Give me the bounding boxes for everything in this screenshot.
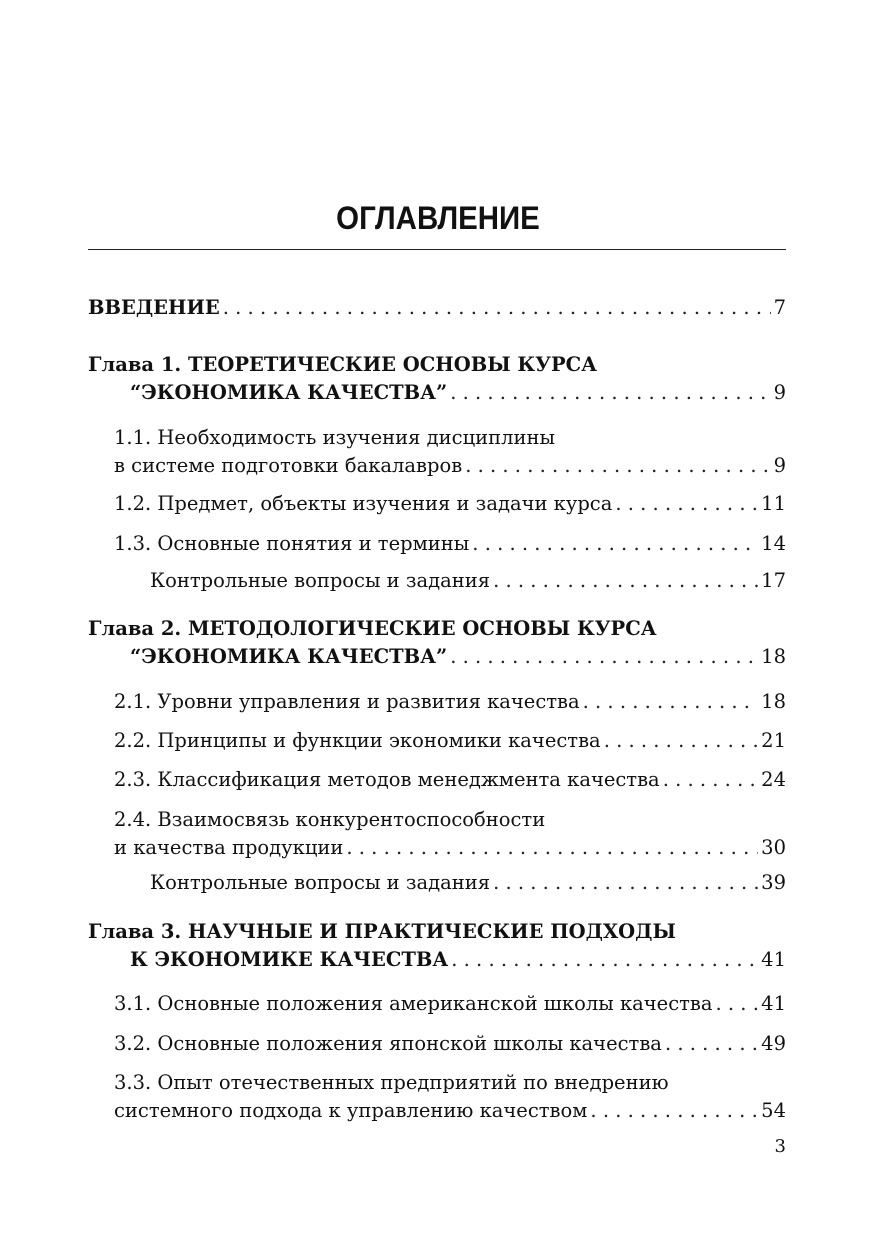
toc-entry-section-2-4[interactable] [88, 806, 786, 862]
toc-page-number: 41 [761, 948, 786, 971]
toc-page-number: 18 [761, 645, 786, 668]
toc-page-number: 9 [773, 381, 786, 404]
dot-leader [450, 643, 758, 671]
toc-entry-title-cont: в системе подготовки бакалавров [114, 454, 463, 477]
toc-entry-questions-1[interactable] [88, 567, 786, 595]
toc-page-number: 18 [761, 690, 786, 713]
dot-leader [472, 530, 758, 558]
toc-page-number: 21 [761, 729, 786, 752]
toc-entry-section-1-1[interactable] [88, 424, 786, 480]
toc-page-number: 54 [761, 1099, 786, 1122]
toc-entry-title-cont: “ЭКОНОМИКА КАЧЕСТВА” [130, 645, 448, 668]
toc-page-number: 24 [761, 768, 786, 791]
toc-entry-title-cont: и качества продукции [114, 836, 344, 859]
toc-entry-title: 2.2. Принципы и функции экономики качества [114, 729, 601, 752]
toc-entry-chapter-3[interactable] [88, 918, 786, 974]
toc-entry-section-1-2[interactable] [88, 490, 786, 518]
toc-page-number: 41 [761, 992, 786, 1015]
toc-entry-title: Контрольные вопросы и задания [150, 871, 491, 894]
toc-entry-title: 2.4. Взаимосвязь конкурентоспособности [114, 808, 546, 831]
page-number: 3 [774, 1136, 786, 1157]
dot-leader [583, 688, 759, 716]
page-title: ОГЛАВЛЕНИЕ [336, 200, 540, 236]
toc-entry-section-1-3[interactable] [88, 530, 786, 558]
toc-page-number: 30 [761, 836, 786, 859]
toc-entry-title: Глава 1. ТЕОРЕТИЧЕСКИЕ ОСНОВЫ КУРСА [88, 353, 598, 376]
toc-page-number: 7 [773, 296, 786, 319]
toc-entry-title-cont: К ЭКОНОМИКЕ КАЧЕСТВА [130, 948, 449, 971]
toc-entry-title: 3.1. Основные положения американской школы качества [114, 992, 713, 1015]
dot-leader [223, 294, 771, 322]
toc-entry-chapter-2[interactable] [88, 615, 786, 671]
toc-entry-title: 2.3. Классификация методов менеджмента качества [114, 768, 660, 791]
toc-entry-title: 3.2. Основные положения японской школы качества [114, 1032, 662, 1055]
dot-leader [346, 834, 758, 862]
toc-page-number: 11 [761, 492, 786, 515]
toc-page-number: 49 [761, 1032, 786, 1055]
dot-leader [451, 946, 758, 974]
toc-entry-questions-2[interactable] [88, 869, 786, 897]
toc-entry-section-2-2[interactable] [88, 727, 786, 755]
toc-entry-section-3-1[interactable] [88, 990, 786, 1018]
toc-page-number: 17 [761, 569, 786, 592]
toc-entry-title: 3.3. Опыт отечественных предприятий по внедрению [114, 1071, 669, 1094]
toc-entry-title: ВВЕДЕНИЕ [88, 296, 220, 319]
dot-leader [493, 869, 758, 897]
dot-leader [615, 490, 758, 518]
toc-entry-title-cont: “ЭКОНОМИКА КАЧЕСТВА” [130, 381, 448, 404]
toc-entry-title: 1.3. Основные понятия и термины [114, 532, 470, 555]
toc-entry-title-cont: системного подхода к управлению качеством [114, 1099, 588, 1122]
toc-entry-title: 1.1. Необходимость изучения дисциплины [114, 426, 555, 449]
toc-entry-title: Глава 3. НАУЧНЫЕ И ПРАКТИЧЕСКИЕ ПОДХОДЫ [88, 920, 676, 943]
dot-leader [465, 452, 770, 480]
toc-page-number: 14 [761, 532, 786, 555]
toc-entry-section-2-1[interactable] [88, 688, 786, 716]
dot-leader [604, 727, 758, 755]
dot-leader [590, 1097, 758, 1125]
dot-leader [665, 1030, 758, 1058]
dot-leader [663, 766, 758, 794]
dot-leader [450, 379, 770, 407]
dot-leader [493, 567, 758, 595]
toc-page-number: 9 [773, 454, 786, 477]
toc-entry-chapter-1[interactable] [88, 351, 786, 407]
toc-entry-title: 2.1. Уровни управления и развития качества [114, 690, 580, 713]
toc-entry-title: Контрольные вопросы и задания [150, 569, 491, 592]
title-divider [88, 249, 786, 250]
toc-entry-intro[interactable] [88, 294, 786, 322]
toc-entry-section-2-3[interactable] [88, 766, 786, 794]
toc-page-number: 39 [761, 871, 786, 894]
toc-entry-section-3-3[interactable] [88, 1069, 786, 1125]
toc-entry-title: 1.2. Предмет, объекты изучения и задачи курса [114, 492, 613, 515]
toc-entry-title: Глава 2. МЕТОДОЛОГИЧЕСКИЕ ОСНОВЫ КУРСА [88, 617, 657, 640]
dot-leader [716, 990, 759, 1018]
toc-entry-section-3-2[interactable] [88, 1030, 786, 1058]
